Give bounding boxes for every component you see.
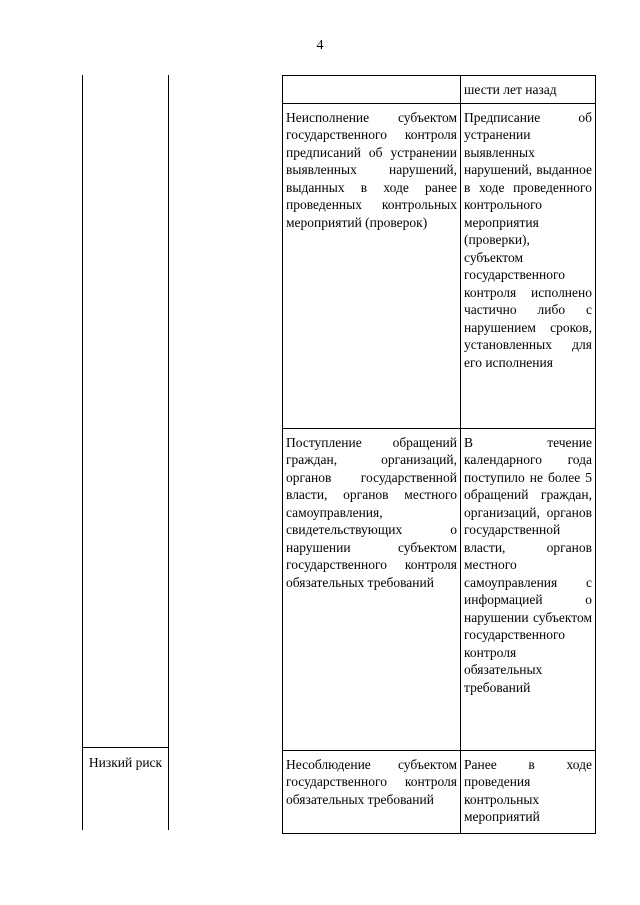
risk-category-column — [82, 75, 169, 830]
criterion-cell: Несоблюдение субъектом государственного контроля обязательных требований — [283, 750, 461, 833]
table-row — [283, 76, 596, 104]
table-row — [283, 428, 596, 750]
indicator-cell: шести лет назад — [461, 76, 596, 104]
criterion-cell — [283, 76, 461, 104]
indicator-cell: Ранее в ходе проведения контрольных мероприятий — [461, 750, 596, 833]
page-number: 4 — [316, 38, 324, 53]
risk-criteria-table — [282, 75, 596, 834]
row-divider — [83, 747, 168, 748]
criterion-cell: Неисполнение субъектом государственного контроля предписаний об устранении выявленных нарушений, выданных в ходе ранее проведенных контрольных мероприятий (проверок) — [283, 103, 461, 428]
table-row — [283, 103, 596, 428]
indicator-cell: Предписание об устранении выявленных нарушений, выданное в ходе проведенного контрольного мероприятия (проверки), субъектом государственного контроля исполнено частично либо с нарушением сроков, установленных для его исполнения — [461, 103, 596, 428]
criterion-cell: Поступление обращений граждан, организаций, органов государственной власти, органов местного самоуправления, свидетельствующих о нарушении субъектом государственного контроля обязательных требований — [283, 428, 461, 750]
indicator-cell: В течение календарного года поступило не более 5 обращений граждан, организаций, органов государственной власти, органов местного самоуправления с информацией о нарушении субъектом государственного контроля обязательных требований — [461, 428, 596, 750]
risk-category-label: Низкий риск — [88, 755, 163, 770]
table-row — [283, 750, 596, 833]
